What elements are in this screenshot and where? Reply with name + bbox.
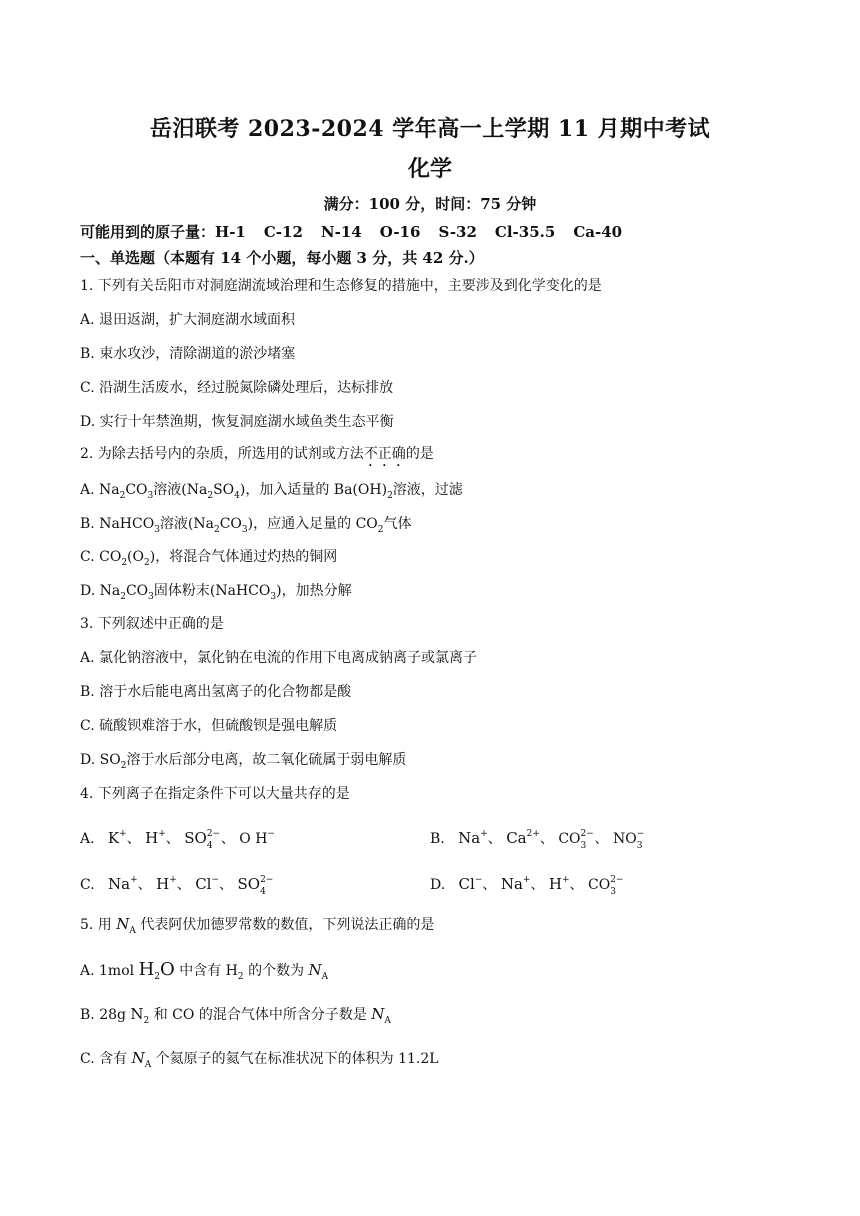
q1-option-d: D. 实行十年禁渔期，恢复洞庭湖水域鱼类生态平衡 <box>80 414 394 430</box>
q1-option-b: B. 束水攻沙，清除湖道的淤沙堵塞 <box>80 346 296 362</box>
q2-option-d: D. $Na_2CO_3$固体粉末(NaHCO$_3$)，加热分解 <box>80 583 352 602</box>
atomic-mass-item: S-32 <box>438 223 477 241</box>
atomic-mass-label: 可能用到的原子量： <box>80 223 216 241</box>
q3-option-a: A. 氯化钠溶液中，氯化钠在电流的作用下电离成钠离子或氯离子 <box>80 650 478 666</box>
q5-stem: 5. 用 $N_A$ 代表阿伏加德罗常数的数值，下列说法正确的是 <box>80 915 435 936</box>
score-time-line: 满分：100 分，时间：75 分钟 <box>323 195 537 213</box>
atomic-mass-item: Ca-40 <box>573 223 623 241</box>
q1-option-a: A. 退田返湖，扩大洞庭湖水域面积 <box>80 312 296 328</box>
q5-option-c: C. 含有 $N_A$ 个氦原子的氦气在标准状况下的体积为 11.2L <box>80 1049 439 1070</box>
atomic-mass-item: C-12 <box>263 223 303 241</box>
q4-option-a: A. K+、 H+、 SO 2− 4 、 O H− <box>80 829 275 851</box>
q2-option-b: B. NaHCO$_3$溶液$(Na_2CO_3)$，应通入足量的 $CO_2$气体 <box>80 516 412 535</box>
atomic-mass-item: Cl-35.5 <box>494 223 556 241</box>
q4-stem: 4. 下列离子在指定条件下可以大量共存的是 <box>80 786 350 802</box>
q3-option-b: B. 溶于水后能电离出氢离子的化合物都是酸 <box>80 684 352 700</box>
q5-option-b: B. 28g $N_2$ 和 CO 的混合气体中所含分子数是 $N_A$ <box>80 1005 391 1026</box>
q4-option-d: D. Cl−、 Na+、 H+、 CO 2− 3 <box>430 875 624 897</box>
atomic-mass-item: N-14 <box>320 223 362 241</box>
section-heading: 一、单选题（本题有 14 个小题，每小题 3 分，共 42 分.） <box>80 249 484 267</box>
emphasis-not-correct: 不正确 <box>363 446 406 462</box>
q5-option-a: A. 1mol $H_2O$ 中含有 $H_2$ 的个数为 $N_A$ <box>80 959 329 982</box>
atomic-mass-item: H-1 <box>215 223 246 241</box>
q4-option-b: B. Na+、 $Ca^{2+}$、 CO 2− 3 、 NO − 3 <box>430 829 645 851</box>
subject-title: 化学 <box>407 156 452 182</box>
q3-option-c: C. 硫酸钡难溶于水，但硫酸钡是强电解质 <box>80 718 338 734</box>
atomic-mass-line <box>80 221 622 242</box>
q4-option-c: C. Na+、 H+、 Cl−、 SO 2− 4 <box>80 875 274 897</box>
q2-option-a: A. $Na_2CO_3$溶液$(Na_2SO_4)$，加入适量的 $Ba(OH)_2$溶液，过滤 <box>80 482 463 501</box>
q2-stem: 2. 为除去括号内的杂质，所选用的试剂或方法不正确的是 <box>80 446 434 462</box>
q1-stem: 1. 下列有关岳阳市对洞庭湖流域治理和生态修复的措施中，主要涉及到化学变化的是 <box>80 278 602 294</box>
q2-option-c: C. $CO_2(O_2)$，将混合气体通过灼热的铜网 <box>80 549 338 568</box>
q3-stem: 3. 下列叙述中正确的是 <box>80 616 224 632</box>
q1-option-c: C. 沿湖生活废水，经过脱氮除磷处理后，达标排放 <box>80 380 394 396</box>
exam-title: 岳汨联考 2023-2024 学年高一上学期 11 月期中考试 <box>149 116 711 142</box>
atomic-mass-item: O-16 <box>379 223 421 241</box>
q3-option-d: D. $SO_2$溶于水后部分电离，故二氧化硫属于弱电解质 <box>80 752 407 771</box>
